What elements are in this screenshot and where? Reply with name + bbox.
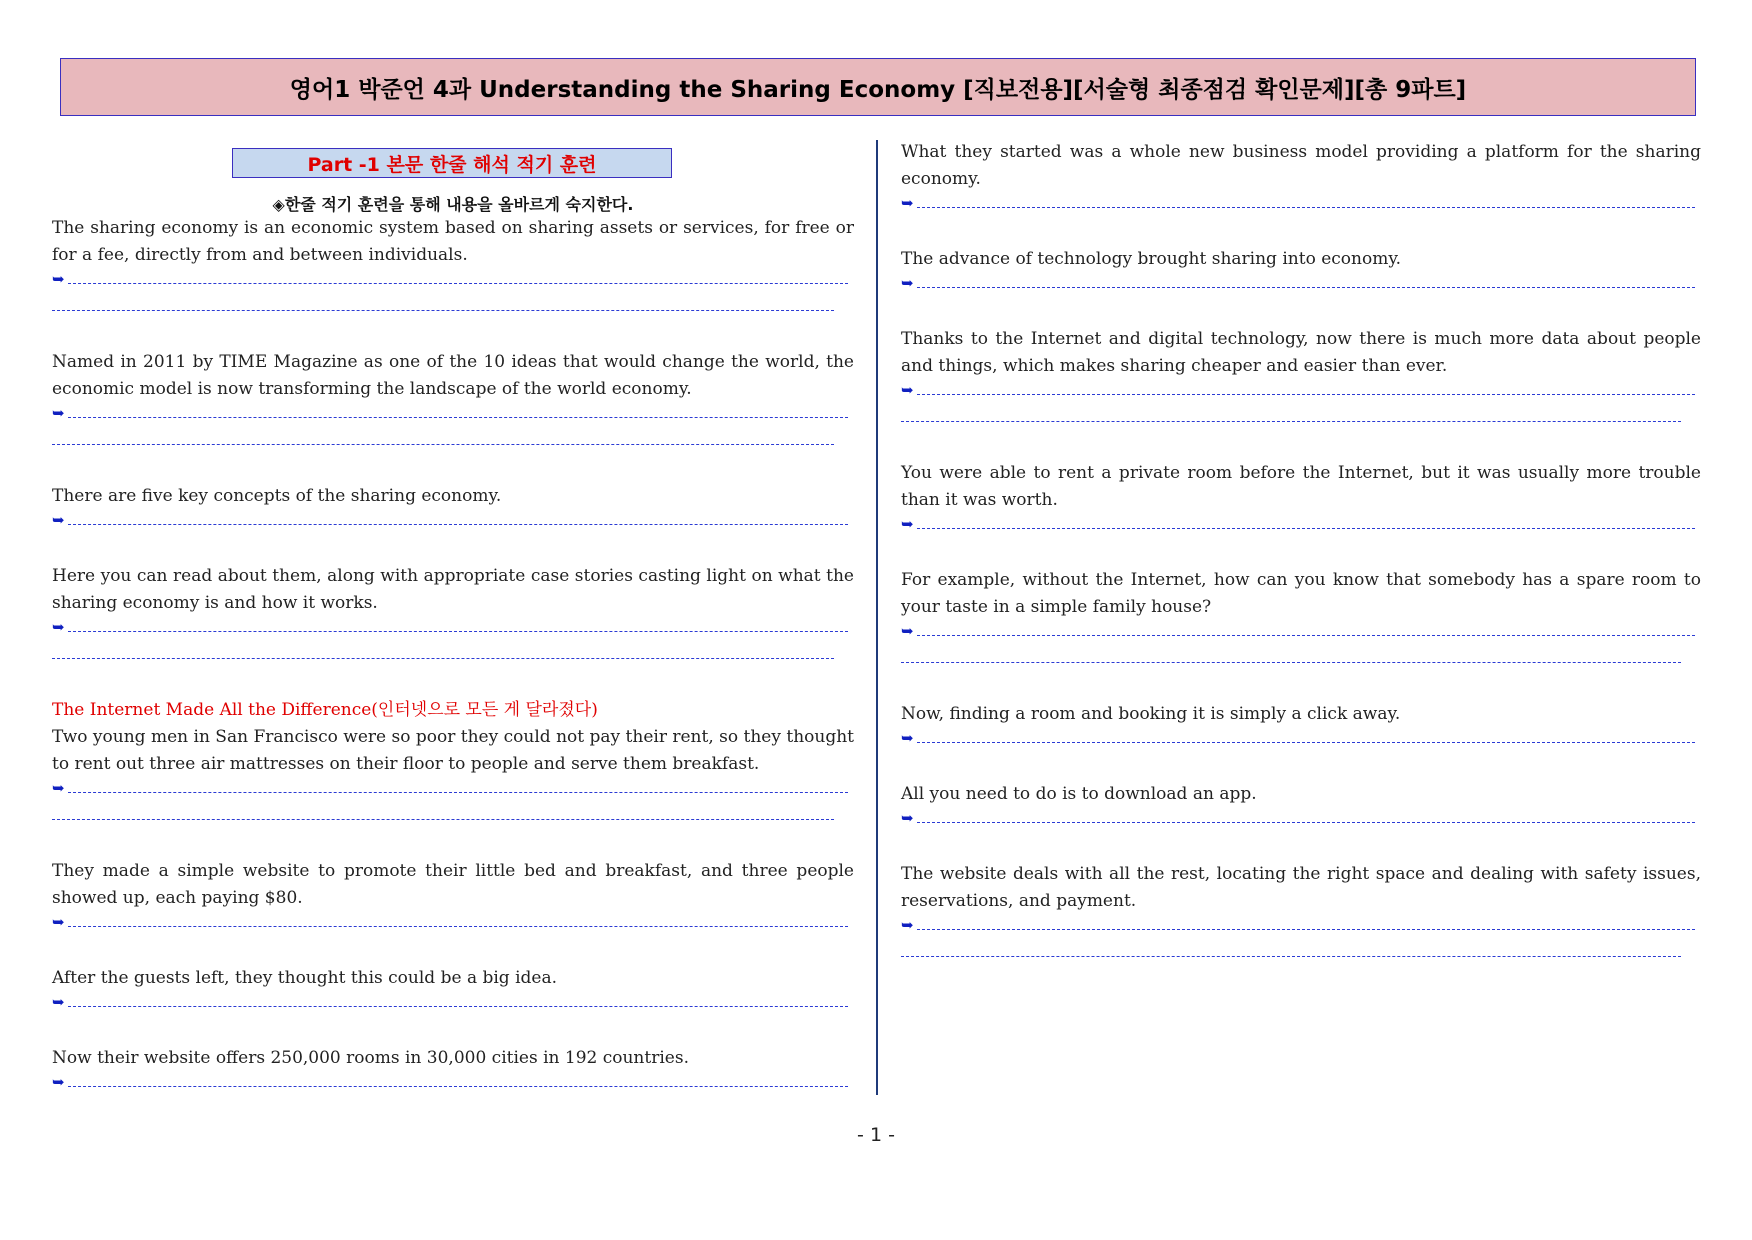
arrow-icon: ➥ [901,274,914,292]
page-number: - 1 - [857,1124,895,1146]
answer-line[interactable] [901,193,1701,220]
source-sentence: Now, finding a room and booking it is simply a click away. [901,704,1401,724]
answer-line[interactable] [52,805,854,832]
answer-line[interactable] [901,407,1701,434]
arrow-icon: ➥ [52,270,65,288]
page-title: 영어1 박준언 4과 Understanding the Sharing Economy [직보전용][서술형 최종점검 확인문제][총 9파트] [60,58,1696,116]
answer-line[interactable] [52,778,854,805]
source-sentence: Thanks to the Internet and digital technology, now there is much more data about people and things, which makes sharing cheaper and easier than ever. [901,329,1701,376]
answer-line[interactable] [52,269,854,296]
answer-line[interactable] [52,1072,854,1099]
answer-line[interactable] [901,915,1701,942]
arrow-icon: ➥ [52,404,65,422]
arrow-icon: ➥ [901,194,914,212]
answer-line[interactable] [901,648,1701,675]
arrow-icon: ➥ [901,515,914,533]
answer-line[interactable] [52,510,854,537]
answer-line[interactable] [901,728,1701,755]
source-sentence: There are five key concepts of the sharing economy. [52,486,502,506]
exercise-item [52,965,854,1019]
answer-line[interactable] [901,621,1701,648]
source-sentence: After the guests left, they thought this could be a big idea. [52,968,558,988]
answer-line[interactable] [52,617,854,644]
source-sentence: What they started was a whole new business model providing a platform for the sharing economy. [901,142,1701,189]
source-sentence: Here you can read about them, along with appropriate case stories casting light on what the sharing economy is and how it works. [52,566,854,613]
exercise-item [901,246,1701,300]
arrow-icon: ➥ [901,729,914,747]
source-sentence: The advance of technology brought sharing into economy. [901,249,1402,269]
answer-line[interactable] [52,403,854,430]
exercise-item [52,215,854,323]
answer-line[interactable] [901,942,1701,969]
exercise-item [901,326,1701,434]
exercise-item [901,701,1701,755]
exercise-item [52,697,854,832]
source-sentence: They made a simple website to promote their little bed and breakfast, and three people showed up, each paying $80. [52,861,854,908]
source-sentence: The sharing economy is an economic system based on sharing assets or services, for free or for a fee, directly from and between individuals. [52,218,854,265]
arrow-icon: ➥ [901,381,914,399]
exercise-item [52,563,854,671]
answer-line[interactable] [52,644,854,671]
right-column [901,139,1701,995]
arrow-icon: ➥ [52,993,65,1011]
section-subheading: The Internet Made All the Difference(인터넷으로 모든 게 달라졌다) [52,700,598,720]
answer-line[interactable] [901,514,1701,541]
arrow-icon: ➥ [901,916,914,934]
answer-line[interactable] [901,808,1701,835]
answer-line[interactable] [52,296,854,323]
exercise-item [901,781,1701,835]
answer-line[interactable] [52,912,854,939]
arrow-icon: ➥ [52,511,65,529]
arrow-icon: ➥ [52,779,65,797]
exercise-item [52,483,854,537]
answer-line[interactable] [52,992,854,1019]
source-sentence: You were able to rent a private room before the Internet, but it was usually more trouble than it was worth. [901,463,1701,510]
left-column [52,140,854,1125]
column-divider [876,140,878,1095]
exercise-item [901,567,1701,675]
exercise-item [52,349,854,457]
answer-line[interactable] [901,273,1701,300]
source-sentence: The website deals with all the rest, locating the right space and dealing with safety issues, reservations, and payment. [901,864,1701,911]
source-sentence: For example, without the Internet, how can you know that somebody has a spare room to your taste in a simple family house? [901,570,1701,617]
source-sentence: Named in 2011 by TIME Magazine as one of the 10 ideas that would change the world, the economic model is now transforming the landscape of the world economy. [52,352,854,399]
source-sentence: Now their website offers 250,000 rooms in 30,000 cities in 192 countries. [52,1048,689,1068]
arrow-icon: ➥ [901,622,914,640]
arrow-icon: ➥ [52,913,65,931]
part-label: Part -1 본문 한줄 해석 적기 훈련 [232,148,672,178]
exercise-item [901,460,1701,541]
exercise-item [52,1045,854,1099]
instruction: ◈한줄 적기 훈련을 통해 내용을 올바르게 숙지한다. [272,195,634,214]
source-sentence: Two young men in San Francisco were so poor they could not pay their rent, so they thought to rent out three air mattresses on their floor to people and serve them breakfast. [52,727,854,774]
exercise-item [52,858,854,939]
exercise-item [901,861,1701,969]
answer-line[interactable] [52,430,854,457]
source-sentence: All you need to do is to download an app. [901,784,1257,804]
answer-line[interactable] [901,380,1701,407]
exercise-item [901,139,1701,220]
arrow-icon: ➥ [901,809,914,827]
arrow-icon: ➥ [52,618,65,636]
arrow-icon: ➥ [52,1073,65,1091]
